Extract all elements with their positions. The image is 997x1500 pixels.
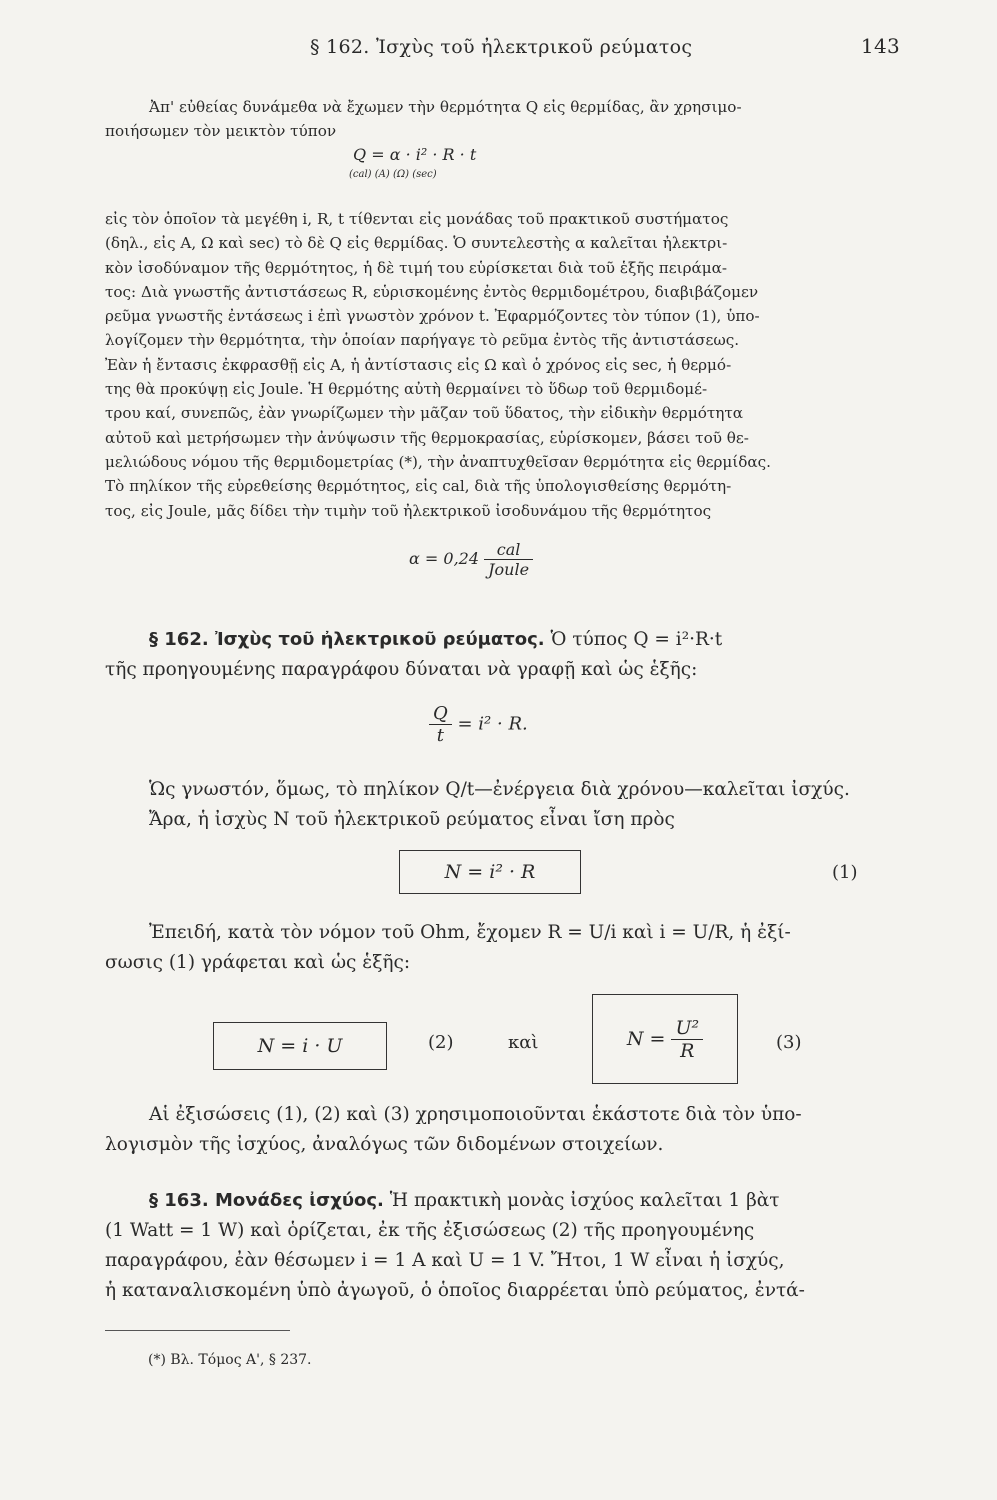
- q-numerator: Q: [429, 703, 452, 725]
- text-line: ρεῦμα γνωστῆς ἐντάσεως i ἐπὶ γνωστὸν χρόνον t. Ἐφαρμόζοντες τὸν τύπον (1), ὑπο-: [105, 307, 760, 326]
- power-ratio-rhs: = i² · R.: [457, 713, 528, 735]
- section-163-heading: § 163. Μονάδες ἰσχύος.: [149, 1190, 384, 1211]
- equation-1: N = i² · R: [444, 861, 536, 883]
- alpha-lhs: α = 0,24: [409, 549, 480, 568]
- text-line: Ὡς γνωστόν, ὅμως, τὸ πηλίκον Q/t—ἐνέργεια διὰ χρόνου—καλεῖται ἰσχύς.: [149, 779, 850, 800]
- text-line: (δηλ., εἰς A, Ω καὶ sec) τὸ δὲ Q εἰς θερμίδας. Ὁ συντελεστὴς α καλεῖται ἠλεκτρι-: [105, 234, 728, 253]
- section-162-heading: § 162. Ἰσχὺς τοῦ ἠλεκτρικοῦ ρεύματος.: [149, 629, 545, 650]
- r-denominator: R: [680, 1039, 695, 1062]
- equation-2: N = i · U: [257, 1035, 343, 1057]
- equation-2-box: [213, 1022, 387, 1070]
- equation-3-label: (3): [776, 1032, 802, 1053]
- running-title: § 162. Ἰσχὺς τοῦ ἠλεκτρικοῦ ρεύματος: [310, 36, 693, 58]
- running-header: [100, 34, 900, 64]
- text-line: ποιήσωμεν τὸν μεικτὸν τύπον: [105, 122, 337, 141]
- equation-1-box: [399, 850, 581, 894]
- heat-formula-units: (cal) (A) (Ω) (sec): [349, 169, 437, 180]
- text-line: τρου καί, συνεπῶς, ἐὰν γνωρίζωμεν τὴν μᾶζαν τοῦ ὕδατος, τὴν εἰδικὴν θερμότητα: [105, 404, 744, 423]
- text-line: της θὰ προκύψῃ εἰς Joule. Ἡ θερμότης αὐτὴ θερμαίνει τὸ ὕδωρ τοῦ θερμιδομέ-: [105, 380, 708, 399]
- text-line: ἡ καταναλισκομένη ὑπὸ ἀγωγοῦ, ὁ ὁποῖος διαρρέεται ὑπὸ ρεύματος, ἐντά-: [105, 1280, 805, 1301]
- text-line: μελιώδους νόμου τῆς θερμιδομετρίας (*), τὴν ἀναπτυχθεῖσαν θερμότητα εἰς θερμίδας.: [105, 452, 771, 471]
- text-line: Ἄρα, ἡ ἰσχὺς N τοῦ ἠλεκτρικοῦ ρεύματος εἶναι ἴση πρὸς: [149, 809, 675, 830]
- heat-formula: [349, 145, 477, 180]
- u-squared-over-r: [671, 1017, 703, 1062]
- u-squared-numerator: U²: [671, 1017, 703, 1040]
- alpha-fraction: [484, 540, 533, 579]
- text-line: εἰς τὸν ὁποῖον τὰ μεγέθη i, R, t τίθενται εἰς μονάδας τοῦ πρακτικοῦ συστήματος: [105, 210, 729, 228]
- equation-2-label: (2): [428, 1032, 454, 1053]
- text-line: Αἱ ἐξισώσεις (1), (2) καὶ (3) χρησιμοποιοῦνται ἑκάστοτε διὰ τὸν ὑπο-: [149, 1104, 802, 1125]
- text-line: αὐτοῦ καὶ μετρήσωμεν τὴν ἀνύψωσιν τῆς θερμοκρασίας, εὑρίσκομεν, βάσει τοῦ θε-: [105, 428, 749, 447]
- paragraph-heat-equivalent: [105, 207, 895, 523]
- text-line: τος: Διὰ γνωστῆς ἀντιστάσεως R, εὑρισκομένης ἐντὸς θερμιδομέτρου, διαβιβάζομεν: [105, 282, 759, 301]
- text-line: Τὸ πηλίκον τῆς εὑρεθείσης θερμότητος, εἰς cal, διὰ τῆς ὑπολογισθείσης θερμότη-: [105, 477, 732, 496]
- text-line: (1 Watt = 1 W) καὶ ὁρίζεται, ἐκ τῆς ἐξισώσεως (2) τῆς προηγουμένης: [105, 1220, 755, 1241]
- alpha-numerator: cal: [484, 540, 533, 560]
- paragraph-power-definition: [105, 775, 895, 835]
- section-162: [105, 625, 895, 685]
- text-line: Ἐὰν ἡ ἔντασις ἐκφρασθῇ εἰς A, ἡ ἀντίστασις εἰς Ω καὶ ὁ χρόνος εἰς sec, ἡ θερμό-: [105, 355, 732, 374]
- page-number: 143: [860, 34, 900, 58]
- paragraph-ohm: [105, 918, 895, 978]
- text-line: παραγράφου, ἐὰν θέσωμεν i = 1 A καὶ U = 1 V. Ἤτοι, 1 W εἶναι ἡ ἰσχύς,: [105, 1250, 785, 1271]
- text-line: Ἐπειδή, κατὰ τὸν νόμον τοῦ Ohm, ἔχομεν R = U/i καὶ i = U/R, ἡ ἐξί-: [149, 922, 791, 943]
- text-line: λογισμὸν τῆς ἰσχύος, ἀναλόγως τῶν διδομένων στοιχείων.: [105, 1134, 664, 1155]
- section-163: [105, 1186, 895, 1306]
- paragraph-intro: [105, 95, 895, 144]
- text-line: τος, εἰς Joule, μᾶς δίδει τὴν τιμὴν τοῦ ἠλεκτρικοῦ ἰσοδυνάμου τῆς θερμότητος: [105, 501, 712, 520]
- section-163-text: Ἡ πρακτικὴ μονὰς ἰσχύος καλεῖται 1 βὰτ: [389, 1190, 780, 1211]
- paragraph-equations-usage: [105, 1100, 895, 1160]
- text-line: σωσις (1) γράφεται καὶ ὡς ἑξῆς:: [105, 952, 411, 973]
- equation-3-box: [592, 994, 738, 1084]
- alpha-formula: [409, 540, 533, 579]
- equation-3-lhs: N =: [626, 1028, 666, 1050]
- heat-formula-expression: Q = α · i² · R · t: [353, 145, 477, 164]
- t-denominator: t: [436, 725, 444, 746]
- footnote-divider: [105, 1330, 290, 1331]
- section-162-line2: τῆς προηγουμένης παραγράφου δύναται νὰ γραφῇ καὶ ὡς ἑξῆς:: [105, 659, 698, 680]
- q-over-t-fraction: [429, 703, 452, 746]
- text-line: Ἀπ' εὐθείας δυνάμεθα νὰ ἔχωμεν τὴν θερμότητα Q εἰς θερμίδας, ἂν χρησιμο-: [149, 98, 742, 116]
- section-162-text: Ὁ τύπος Q = i²·R·t: [550, 629, 723, 650]
- text-line: λογίζομεν τὴν θερμότητα, τὴν ὁποίαν παρήγαγε τὸ ρεῦμα ἐντὸς τῆς ἀντιστάσεως.: [105, 331, 740, 350]
- footnote: (*) Βλ. Τόμος Α', § 237.: [148, 1352, 312, 1368]
- conjunction-kai: καὶ: [508, 1032, 539, 1053]
- power-ratio-formula: [429, 703, 528, 746]
- equation-1-label: (1): [832, 862, 858, 883]
- text-line: κὸν ἰσοδύναμον τῆς θερμότητος, ἡ δὲ τιμή του εὑρίσκεται διὰ τοῦ ἑξῆς πειράμα-: [105, 258, 728, 277]
- alpha-denominator: Joule: [488, 560, 530, 579]
